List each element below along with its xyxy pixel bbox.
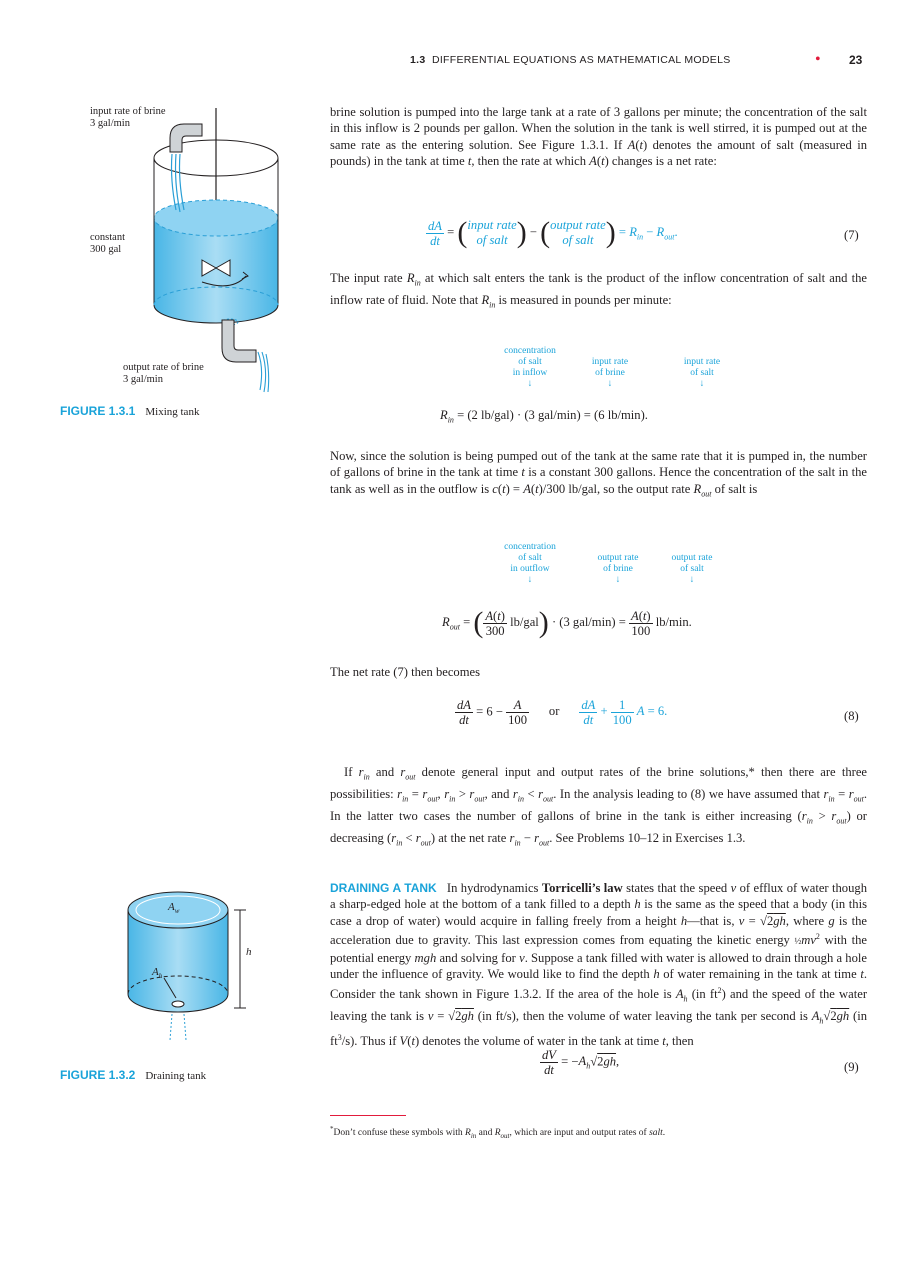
- para-net-rate: The net rate (7) then becomes: [330, 665, 481, 679]
- para-intro: brine solution is pumped into the large tank at a rate of 3 gallons per minute; the concentration of the salt in this inflow is 2 pounds per gallon. When the solution in the tank is well stirred, it is pumped out at the same rate as the entering solution. See Figure 1.3.1. If A(t) denotes the amount of salt (measured in pounds) in the tank at time t, then the rate at which A(t) changes is a net rate:: [330, 105, 867, 169]
- label-h-text: h: [246, 946, 252, 958]
- section-heading: DRAINING A TANK: [330, 881, 437, 895]
- figure2-caption-text: Draining tank: [145, 1070, 207, 1082]
- torricelli-law: Torricelli’s law: [541, 881, 623, 895]
- down-arrow-icon: ↓: [607, 379, 613, 389]
- para-torricelli: DRAINING A TANK In hydrodynamics Torricelli’s law states that the speed v of efflux of water though a sharp-edged hole at the bottom of a tank filled to a depth h is the same as the speed that a body (in this case a drop of water) would acquire in falling freely from a height h—that is, v = √2gh, where g is the acceleration due to gravity. This last expression comes from equating the kinetic energy $\frac{1}{2}mv^2$ with the potential energy mgh and solving for v. Suppose a tank filled with water is allowed to drain through a hole under the influence of gravity. We would like to find the depth h of water remaining in the tank at time t. Consider the tank shown in Figure 1.3.2. If the area of the hole is $A_h$ (in $ft^2$) and the speed of the water leaving the tank is v = √2gh (in ft/s), then the volume of water leaving the tank per second is $A_h√2gh$ (in $ft^3/s$). Thus if V(t) denotes the volume of water in the tank at time t, then: [330, 881, 868, 1048]
- figure-mixing-tank: [60, 100, 310, 430]
- equation-rout: $R_{out}$ = ( $\frac{A(t)}{300}$ lb/gal) · (3 gal/min) = $\frac{A(t)}{100}$ lb/min.: [442, 606, 692, 639]
- down-arrow-icon: ↓: [615, 575, 621, 585]
- annot-rin-brine: [580, 357, 640, 390]
- equation-9: $\frac{dV}{dt}$ = $-A_h√2gh$,: [542, 1048, 620, 1077]
- label-input-value: 3 gal/min: [90, 118, 130, 129]
- figure1-caption: [60, 402, 199, 420]
- eq7-of-salt-2: of salt: [562, 233, 594, 247]
- footnote-text-post: , which are input and output rates of: [509, 1128, 647, 1139]
- annot-rin-a2-l2: of brine: [595, 368, 625, 378]
- annot-rin-a1-l3: in inflow: [512, 368, 548, 378]
- annot-rout-a2-l1: output rate: [597, 553, 639, 563]
- header-title-text: DIFFERENTIAL EQUATIONS AS MATHEMATICAL MODELS: [431, 54, 731, 66]
- figure-draining-tank: [60, 880, 310, 1080]
- equation-7: $\frac{dA}{dt}$ = (input rate of salt ) − (output rate of salt ) = $R_{in} - R_{out}$.: [428, 216, 678, 249]
- eq8-or: or: [548, 704, 560, 719]
- header-title: [410, 54, 731, 66]
- annot-rout-brine: [586, 553, 650, 586]
- annot-rout-concentration: [490, 542, 570, 586]
- label-ah: [152, 966, 162, 980]
- draining-tank-drawing: [122, 880, 312, 1040]
- label-output-text: output rate of brine: [123, 362, 204, 373]
- eq7-dAdt: $\frac{dA}{dt}$: [428, 218, 442, 248]
- annot-rin-a2-l1: input rate: [591, 357, 629, 367]
- annot-rout-a1-l2: of salt: [518, 553, 542, 563]
- label-ah-sub: h: [158, 972, 163, 981]
- header-section: 1.3: [410, 54, 426, 66]
- down-arrow-icon: ↓: [699, 379, 705, 389]
- annot-rout-a1-l1: concentration: [504, 542, 556, 552]
- para-rout: Now, since the solution is being pumped out of the tank at the same rate that it is pumped in, the number of gallons of brine in the tank at time t is a constant 300 gallons. Hence the concentration of the salt in the tank as well as in the outflow is c(t) = A(t)/300 lb/gal, so the output rate $R_{out}$ of salt is: [330, 449, 867, 499]
- label-input-text: input rate of brine: [90, 106, 166, 117]
- label-constant-value: 300 gal: [90, 244, 122, 255]
- running-header: [330, 51, 870, 74]
- figure2-caption-number: FIGURE 1.3.2: [60, 1068, 136, 1082]
- label-aw: [168, 901, 179, 915]
- label-constant-text: constant: [90, 232, 125, 243]
- label-aw-sub: w: [174, 907, 180, 916]
- label-output-value: 3 gal/min: [123, 374, 163, 385]
- equation-rin: $R_{in} = (2$ lb/gal) · (3 gal/min) = (6 lb/min).: [440, 408, 648, 425]
- footnote-text-mid: and: [478, 1128, 493, 1139]
- eq7-input-rate: input rate: [467, 218, 517, 232]
- eq8-number: (8): [844, 709, 859, 723]
- label-h: [246, 946, 252, 958]
- down-arrow-icon: ↓: [527, 379, 533, 389]
- footnote-rule: [330, 1115, 406, 1116]
- annot-rout-salt: [660, 553, 724, 586]
- down-arrow-icon: ↓: [527, 575, 533, 585]
- footnote-salt: salt: [649, 1128, 663, 1139]
- eq7-of-salt-1: of salt: [476, 233, 508, 247]
- label-constant: [90, 232, 125, 256]
- annot-rin-salt: [672, 357, 732, 390]
- annot-rout-a3-l2: of salt: [680, 564, 704, 574]
- annot-rout-a1-l3: in outflow: [510, 564, 550, 574]
- annot-rin-a1-l1: concentration: [504, 346, 556, 356]
- eq7-output-rate: output rate: [550, 218, 606, 232]
- label-aw-text: A: [168, 901, 175, 913]
- annot-rin-a1-l2: of salt: [518, 357, 542, 367]
- eq7-number: (7): [844, 228, 859, 242]
- page-number: 23: [849, 53, 863, 67]
- eq9-number: (9): [844, 1060, 859, 1074]
- footnote-text-pre: Don’t confuse these symbols with: [333, 1128, 463, 1139]
- para-possibilities: If $r_{in}$ and $r_{out}$ denote general input and output rates of the brine solutions,* then there are three possibilities: $r_{in} = r_{out}$, $r_{in} > r_{out}$, and $r_{in} < r_{out}$. In the analysis leading to (8) we have assumed that $r_{in} = r_{out}$. In the latter two cases the number of gallons of brine in the tank is either increasing $(r_{in} > r_{out})$ or decreasing $(r_{in} < r_{out})$ at the net rate $r_{in} - r_{out}$. See Problems 10–12 in Exercises 1.3.: [330, 765, 868, 848]
- annot-rin-a3-l1: input rate: [683, 357, 721, 367]
- footnote: *Don’t confuse these symbols with $R_{in}$ and $R_{out}$, which are input and output rates of salt.: [330, 1125, 666, 1141]
- annot-rout-a3-l1: output rate: [671, 553, 713, 563]
- equation-rin-text: = (2 lb/gal) · (3 gal/min) = (6 lb/min).: [457, 408, 648, 422]
- header-bullet: •: [815, 51, 821, 68]
- annot-rin-concentration: [490, 346, 570, 390]
- para-rin: The input rate $R_{in}$ at which salt enters the tank is the product of the inflow concentration of salt and the inflow rate of fluid. Note that $R_{in}$ is measured in pounds per minute:: [330, 271, 867, 310]
- label-ah-text: A: [152, 966, 159, 978]
- annot-rin-a3-l2: of salt: [690, 368, 714, 378]
- annot-rout-a2-l2: of brine: [603, 564, 633, 574]
- down-arrow-icon: ↓: [689, 575, 695, 585]
- figure1-caption-text: Mixing tank: [145, 406, 200, 418]
- figure2-caption: [60, 1066, 206, 1084]
- equation-8: $\frac{dA}{dt}$ = 6 − $\frac{A}{100}$ or $\frac{dA}{dt}$ + $\frac{1}{100}$ A = 6.: [457, 698, 668, 727]
- mixing-tank-drawing: [140, 100, 310, 400]
- figure1-caption-number: FIGURE 1.3.1: [60, 404, 136, 418]
